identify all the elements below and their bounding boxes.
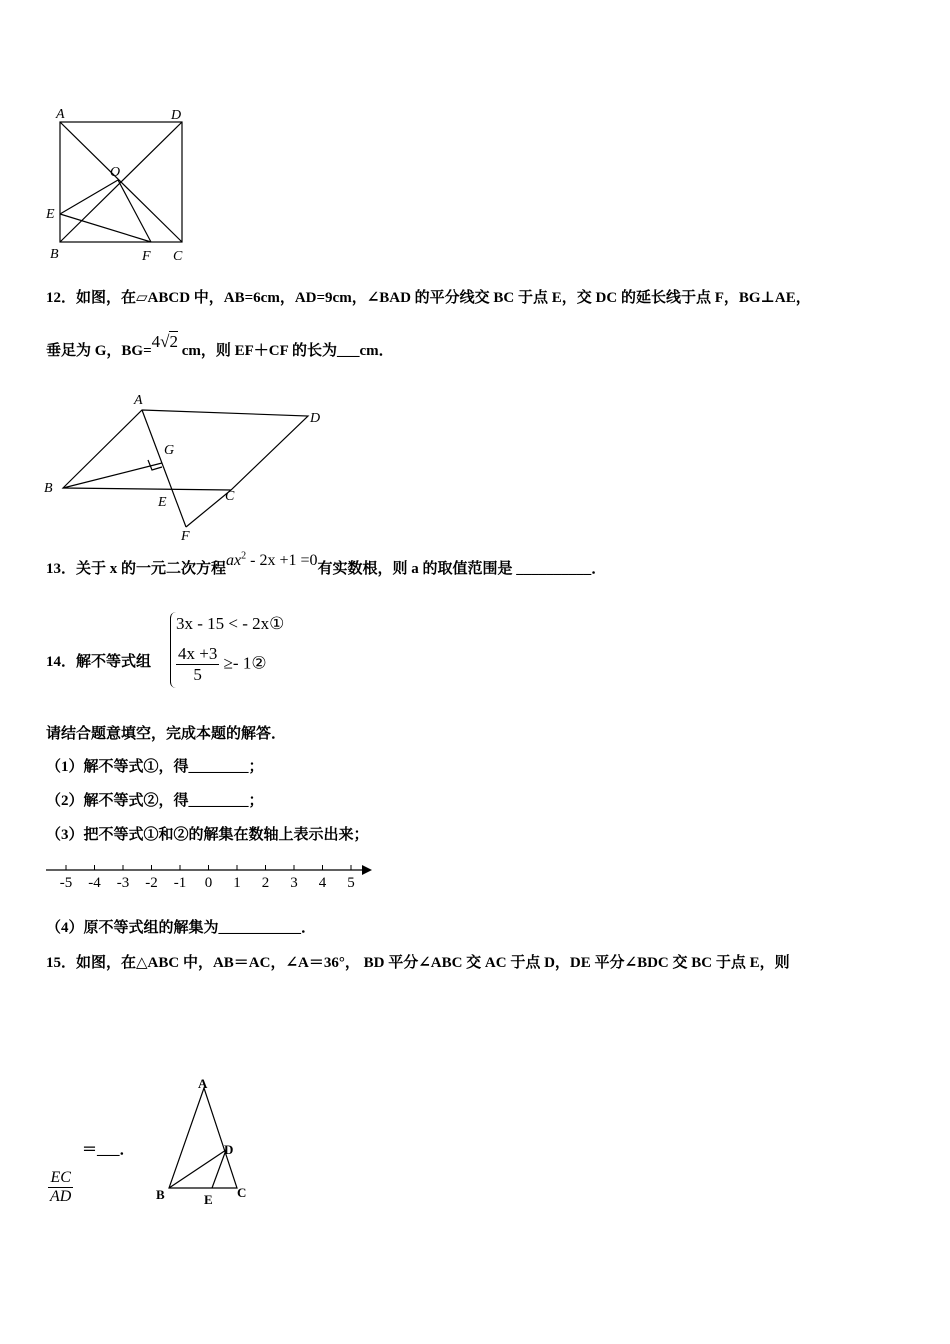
bg-rad: 2	[169, 332, 178, 351]
parallelogram-figure	[40, 390, 340, 545]
axis-tick-label: -3	[116, 875, 130, 891]
label-e: E	[204, 1192, 213, 1207]
label-d: D	[310, 411, 321, 426]
label-c: C	[225, 489, 235, 504]
square-figure	[40, 100, 200, 270]
q13-line	[46, 550, 607, 578]
axis-arrow	[362, 865, 372, 875]
q14-step3: （3）把不等式①和②的解集在数轴上表示出来；	[46, 827, 369, 843]
label-e: E	[46, 207, 55, 222]
segment-of	[118, 180, 151, 242]
q12-line1: 12．如图，在▱ABCD 中，AB=6cm，AD=9cm，∠BAD 的平分线交 BC 于点 E，交 DC 的延长线于点 F，BG⊥AE，	[46, 290, 811, 306]
label-d: D	[224, 1142, 234, 1157]
ineq-1: 3x - 15 < - 2x①	[176, 614, 285, 633]
q15-line1: 15．如图，在△ABC 中，AB＝AC，∠A＝36°， BD 平分∠ABC 交 AC 于点 D，DE 平分∠BDC 交 BC 于点 E，则	[46, 955, 790, 971]
q13-pre: 13．关于 x 的一元二次方程	[46, 561, 227, 577]
frac-den: AD	[50, 1188, 72, 1205]
axis-tick-label: -1	[173, 875, 187, 891]
ineq2-den: 5	[193, 665, 202, 684]
q14-step4: （4）原不等式组的解集为___________．	[46, 920, 317, 936]
axis-tick-label: 3	[290, 875, 298, 891]
ec-ad-fraction	[48, 1169, 73, 1206]
label-b: B	[50, 247, 59, 262]
q14-label: 14．解不等式组	[46, 654, 152, 670]
ineq-2	[176, 644, 267, 685]
label-c: C	[237, 1185, 247, 1200]
bg-value	[152, 332, 178, 351]
q13-equation	[226, 552, 317, 569]
label-a: A	[56, 107, 65, 122]
axis-tick-label: -2	[145, 875, 158, 891]
eq-exp: 2	[241, 550, 247, 562]
segment-bd	[169, 1150, 226, 1188]
label-o: O	[110, 165, 121, 180]
axis-tick-label: -5	[59, 875, 73, 891]
axis-tick-label: 2	[261, 875, 270, 891]
frac-num: EC	[50, 1169, 71, 1186]
q12-line2	[46, 332, 394, 360]
ineq2-fraction	[176, 644, 219, 685]
q12-line2-pre: 垂足为 G，BG=	[46, 343, 152, 359]
triangle-abc	[169, 1088, 237, 1188]
axis-tick-label: 4	[318, 875, 327, 891]
label-c: C	[173, 249, 183, 264]
label-e: E	[158, 495, 167, 510]
segment-oe	[60, 180, 118, 214]
axis-tick-label: 0	[204, 875, 213, 891]
sqrt-symbol: √	[160, 332, 170, 351]
ineq2-num: 4x +3	[178, 644, 218, 663]
axis-tick-label: 5	[347, 875, 355, 891]
q12-line2-post: cm，则 EF＋CF 的长为___cm．	[177, 343, 394, 359]
triangle-figure	[150, 1070, 260, 1210]
parallelogram-abcd	[63, 410, 308, 490]
label-b: B	[44, 481, 53, 496]
label-f: F	[181, 529, 190, 544]
number-line	[44, 856, 376, 894]
label-d: D	[171, 108, 182, 123]
ineq2-rest: ≥- 1②	[223, 653, 267, 673]
label-a: A	[198, 1076, 208, 1091]
axis-tick-label: 1	[233, 875, 241, 891]
q15-answer: ＝___．	[82, 1142, 135, 1158]
answer-fraction	[48, 1169, 73, 1206]
eq-rest: - 2x +1 =0	[246, 552, 318, 569]
label-a: A	[134, 393, 143, 408]
q14-step2: （2）解不等式②，得________；	[46, 793, 264, 809]
segment-bg	[63, 463, 162, 488]
q13-post: 有实数根，则 a 的取值范围是 __________．	[317, 561, 607, 577]
q14-step1: （1）解不等式①，得________；	[46, 759, 264, 775]
bg-coef: 4	[151, 332, 161, 351]
label-f: F	[142, 249, 151, 264]
label-b: B	[156, 1187, 165, 1202]
axis-tick-label: -4	[88, 875, 101, 891]
eq-ax: ax	[226, 552, 242, 569]
q14-intro: 请结合题意填空，完成本题的解答．	[46, 726, 287, 742]
label-g: G	[164, 443, 175, 458]
